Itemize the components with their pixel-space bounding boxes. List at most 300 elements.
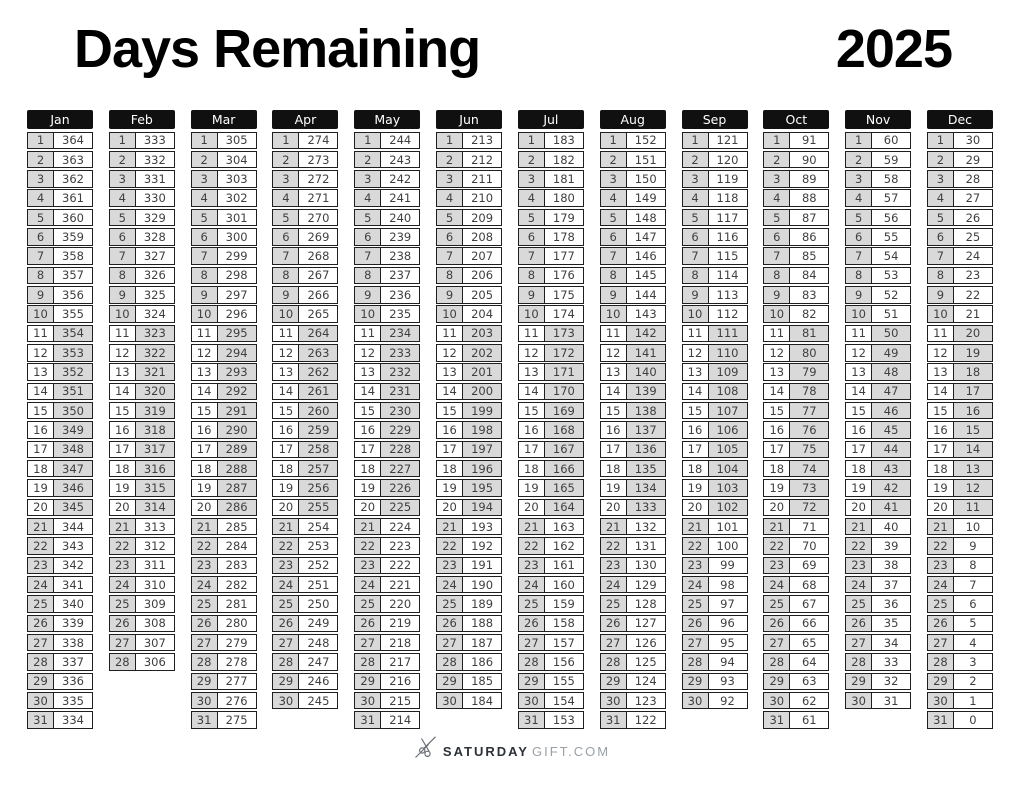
day-row <box>354 286 420 303</box>
day-row <box>518 692 584 709</box>
day-number-cell: 5 <box>437 210 463 225</box>
day-row <box>27 460 93 477</box>
days-remaining-cell: 275 <box>218 712 256 727</box>
day-row <box>600 151 666 168</box>
day-row <box>845 441 911 458</box>
days-remaining-cell: 97 <box>709 596 747 611</box>
day-number-cell: 22 <box>355 538 381 553</box>
day-row <box>191 595 257 612</box>
day-row <box>927 615 993 632</box>
day-row <box>191 305 257 322</box>
day-number-cell: 17 <box>355 442 381 457</box>
days-remaining-cell: 113 <box>709 287 747 302</box>
days-remaining-cell: 85 <box>790 248 828 263</box>
days-remaining-cell: 280 <box>218 616 256 631</box>
day-number-cell: 10 <box>683 306 709 321</box>
days-remaining-cell: 312 <box>136 538 174 553</box>
day-number-cell: 29 <box>273 674 299 689</box>
day-row <box>354 557 420 574</box>
day-number-cell: 14 <box>519 384 545 399</box>
days-remaining-cell: 67 <box>790 596 828 611</box>
day-row <box>27 402 93 419</box>
day-number-cell: 21 <box>110 519 136 534</box>
days-remaining-cell: 168 <box>545 422 583 437</box>
days-remaining-cell: 6 <box>954 596 992 611</box>
day-row <box>763 421 829 438</box>
day-row <box>682 305 748 322</box>
day-row <box>436 557 502 574</box>
day-row <box>354 344 420 361</box>
days-remaining-cell: 171 <box>545 364 583 379</box>
days-remaining-cell: 148 <box>627 210 665 225</box>
day-row <box>845 305 911 322</box>
days-remaining-cell: 15 <box>954 422 992 437</box>
day-row <box>763 247 829 264</box>
day-number-cell: 31 <box>192 712 218 727</box>
days-remaining-cell: 196 <box>463 461 501 476</box>
day-row <box>763 267 829 284</box>
days-remaining-cell: 227 <box>381 461 419 476</box>
day-number-cell: 2 <box>355 152 381 167</box>
day-row <box>927 267 993 284</box>
days-remaining-cell: 45 <box>872 422 910 437</box>
day-number-cell: 20 <box>273 500 299 515</box>
day-number-cell: 1 <box>846 133 872 148</box>
days-remaining-cell: 98 <box>709 577 747 592</box>
day-number-cell: 13 <box>28 364 54 379</box>
day-number-cell: 29 <box>846 674 872 689</box>
days-remaining-cell: 27 <box>954 190 992 205</box>
days-remaining-cell: 364 <box>54 133 92 148</box>
day-number-cell: 17 <box>273 442 299 457</box>
day-row <box>109 209 175 226</box>
day-row <box>354 518 420 535</box>
day-number-cell: 27 <box>846 635 872 650</box>
days-remaining-cell: 245 <box>299 693 337 708</box>
day-row <box>436 499 502 516</box>
day-number-cell: 8 <box>519 268 545 283</box>
day-number-cell: 28 <box>846 654 872 669</box>
day-row <box>436 209 502 226</box>
day-row <box>927 460 993 477</box>
days-remaining-cell: 184 <box>463 693 501 708</box>
days-remaining-cell: 232 <box>381 364 419 379</box>
day-number-cell: 5 <box>601 210 627 225</box>
day-row <box>27 325 93 342</box>
day-number-cell: 5 <box>683 210 709 225</box>
day-row <box>191 441 257 458</box>
day-row <box>27 383 93 400</box>
days-remaining-cell: 333 <box>136 133 174 148</box>
day-row <box>436 537 502 554</box>
days-remaining-cell: 363 <box>54 152 92 167</box>
days-remaining-cell: 290 <box>218 422 256 437</box>
day-number-cell: 14 <box>683 384 709 399</box>
days-remaining-cell: 306 <box>136 654 174 669</box>
day-number-cell: 12 <box>683 345 709 360</box>
day-number-cell: 14 <box>110 384 136 399</box>
days-remaining-cell: 308 <box>136 616 174 631</box>
day-number-cell: 23 <box>437 558 463 573</box>
day-row <box>436 518 502 535</box>
day-number-cell: 7 <box>192 248 218 263</box>
day-number-cell: 16 <box>683 422 709 437</box>
day-row <box>27 344 93 361</box>
day-row <box>600 441 666 458</box>
day-number-cell: 10 <box>601 306 627 321</box>
day-row <box>27 228 93 245</box>
days-remaining-cell: 198 <box>463 422 501 437</box>
day-row <box>191 421 257 438</box>
day-row <box>518 344 584 361</box>
day-number-cell: 6 <box>437 229 463 244</box>
day-number-cell: 15 <box>519 403 545 418</box>
days-remaining-cell: 322 <box>136 345 174 360</box>
day-number-cell: 29 <box>764 674 790 689</box>
day-number-cell: 8 <box>437 268 463 283</box>
day-number-cell: 12 <box>519 345 545 360</box>
days-remaining-cell: 204 <box>463 306 501 321</box>
day-row <box>518 363 584 380</box>
day-number-cell: 15 <box>764 403 790 418</box>
days-remaining-cell: 338 <box>54 635 92 650</box>
day-row <box>109 305 175 322</box>
day-number-cell: 23 <box>846 558 872 573</box>
day-row <box>845 170 911 187</box>
day-row <box>845 132 911 149</box>
day-row <box>27 615 93 632</box>
day-row <box>927 421 993 438</box>
day-number-cell: 7 <box>519 248 545 263</box>
month-column-jan <box>27 110 93 731</box>
day-number-cell: 1 <box>519 133 545 148</box>
day-number-cell: 12 <box>601 345 627 360</box>
day-number-cell: 9 <box>273 287 299 302</box>
day-row <box>27 151 93 168</box>
days-remaining-cell: 343 <box>54 538 92 553</box>
day-row <box>518 653 584 670</box>
days-remaining-cell: 106 <box>709 422 747 437</box>
days-remaining-cell: 133 <box>627 500 665 515</box>
day-row <box>600 460 666 477</box>
day-number-cell: 4 <box>519 190 545 205</box>
days-remaining-cell: 335 <box>54 693 92 708</box>
day-row <box>436 267 502 284</box>
day-number-cell: 13 <box>192 364 218 379</box>
day-row <box>518 209 584 226</box>
day-row <box>682 692 748 709</box>
days-remaining-cell: 244 <box>381 133 419 148</box>
day-number-cell: 15 <box>192 403 218 418</box>
day-number-cell: 27 <box>28 635 54 650</box>
days-remaining-cell: 303 <box>218 171 256 186</box>
day-number-cell: 8 <box>110 268 136 283</box>
day-number-cell: 1 <box>273 133 299 148</box>
day-row <box>109 576 175 593</box>
day-number-cell: 29 <box>28 674 54 689</box>
day-row <box>354 325 420 342</box>
days-remaining-cell: 248 <box>299 635 337 650</box>
day-number-cell: 30 <box>764 693 790 708</box>
day-row <box>600 363 666 380</box>
day-number-cell: 18 <box>601 461 627 476</box>
day-number-cell: 22 <box>683 538 709 553</box>
day-number-cell: 18 <box>273 461 299 476</box>
day-number-cell: 20 <box>519 500 545 515</box>
day-row <box>600 576 666 593</box>
day-number-cell: 28 <box>355 654 381 669</box>
month-header-feb: Feb <box>109 110 175 129</box>
day-row <box>354 441 420 458</box>
day-row <box>682 209 748 226</box>
days-remaining-cell: 81 <box>790 326 828 341</box>
day-row <box>845 518 911 535</box>
days-remaining-cell: 58 <box>872 171 910 186</box>
day-number-cell: 24 <box>273 577 299 592</box>
day-row <box>927 557 993 574</box>
day-number-cell: 13 <box>519 364 545 379</box>
day-number-cell: 7 <box>683 248 709 263</box>
day-row <box>109 518 175 535</box>
day-row <box>272 576 338 593</box>
day-row <box>845 189 911 206</box>
day-number-cell: 4 <box>355 190 381 205</box>
days-remaining-cell: 62 <box>790 693 828 708</box>
day-number-cell: 16 <box>846 422 872 437</box>
day-number-cell: 29 <box>683 674 709 689</box>
days-remaining-cell: 125 <box>627 654 665 669</box>
days-remaining-cell: 271 <box>299 190 337 205</box>
day-row <box>436 325 502 342</box>
days-remaining-cell: 328 <box>136 229 174 244</box>
days-remaining-cell: 165 <box>545 480 583 495</box>
day-number-cell: 24 <box>437 577 463 592</box>
days-remaining-cell: 337 <box>54 654 92 669</box>
day-row <box>682 576 748 593</box>
day-row <box>518 228 584 245</box>
days-remaining-cell: 212 <box>463 152 501 167</box>
month-column-feb <box>109 110 175 673</box>
scissors-icon <box>414 735 438 763</box>
day-number-cell: 22 <box>192 538 218 553</box>
day-row <box>109 421 175 438</box>
day-row <box>682 170 748 187</box>
days-remaining-cell: 296 <box>218 306 256 321</box>
day-row <box>600 189 666 206</box>
days-remaining-cell: 188 <box>463 616 501 631</box>
year-label: 2025 <box>835 19 952 79</box>
day-number-cell: 9 <box>683 287 709 302</box>
day-number-cell: 28 <box>28 654 54 669</box>
day-number-cell: 13 <box>355 364 381 379</box>
day-row <box>845 286 911 303</box>
day-number-cell: 5 <box>846 210 872 225</box>
days-remaining-cell: 149 <box>627 190 665 205</box>
day-row <box>272 325 338 342</box>
days-remaining-cell: 99 <box>709 558 747 573</box>
day-row <box>272 479 338 496</box>
days-remaining-cell: 79 <box>790 364 828 379</box>
days-remaining-cell: 145 <box>627 268 665 283</box>
days-remaining-cell: 219 <box>381 616 419 631</box>
day-row <box>763 537 829 554</box>
day-row <box>354 247 420 264</box>
day-number-cell: 5 <box>519 210 545 225</box>
days-remaining-cell: 265 <box>299 306 337 321</box>
day-row <box>27 479 93 496</box>
day-number-cell: 1 <box>355 133 381 148</box>
day-number-cell: 12 <box>110 345 136 360</box>
day-row <box>354 305 420 322</box>
day-row <box>109 247 175 264</box>
days-remaining-cell: 235 <box>381 306 419 321</box>
days-remaining-cell: 75 <box>790 442 828 457</box>
day-row <box>109 189 175 206</box>
day-number-cell: 2 <box>192 152 218 167</box>
days-remaining-cell: 70 <box>790 538 828 553</box>
day-row <box>763 344 829 361</box>
days-remaining-cell: 28 <box>954 171 992 186</box>
day-row <box>927 576 993 593</box>
days-remaining-cell: 362 <box>54 171 92 186</box>
days-remaining-cell: 226 <box>381 480 419 495</box>
day-row <box>109 267 175 284</box>
days-remaining-cell: 14 <box>954 442 992 457</box>
day-number-cell: 17 <box>846 442 872 457</box>
day-number-cell: 29 <box>519 674 545 689</box>
day-row <box>354 692 420 709</box>
day-row <box>927 247 993 264</box>
day-number-cell: 20 <box>846 500 872 515</box>
days-remaining-cell: 262 <box>299 364 337 379</box>
day-number-cell: 9 <box>928 287 954 302</box>
days-remaining-cell: 66 <box>790 616 828 631</box>
day-number-cell: 16 <box>192 422 218 437</box>
day-row <box>600 170 666 187</box>
day-number-cell: 16 <box>437 422 463 437</box>
days-remaining-cell: 327 <box>136 248 174 263</box>
days-remaining-cell: 224 <box>381 519 419 534</box>
day-number-cell: 30 <box>683 693 709 708</box>
day-row <box>191 692 257 709</box>
day-row <box>272 518 338 535</box>
day-row <box>272 460 338 477</box>
day-number-cell: 30 <box>846 693 872 708</box>
day-number-cell: 23 <box>683 558 709 573</box>
days-remaining-cell: 40 <box>872 519 910 534</box>
days-remaining-cell: 359 <box>54 229 92 244</box>
day-row <box>354 595 420 612</box>
month-column-aug <box>600 110 666 731</box>
day-number-cell: 1 <box>764 133 790 148</box>
day-row <box>763 228 829 245</box>
days-remaining-cell: 247 <box>299 654 337 669</box>
day-number-cell: 5 <box>192 210 218 225</box>
days-remaining-cell: 39 <box>872 538 910 553</box>
day-row <box>191 557 257 574</box>
day-number-cell: 8 <box>928 268 954 283</box>
day-row <box>927 479 993 496</box>
day-number-cell: 27 <box>764 635 790 650</box>
day-row <box>682 460 748 477</box>
days-remaining-cell: 23 <box>954 268 992 283</box>
day-row <box>354 228 420 245</box>
day-number-cell: 16 <box>273 422 299 437</box>
day-number-cell: 12 <box>928 345 954 360</box>
days-remaining-cell: 132 <box>627 519 665 534</box>
day-number-cell: 14 <box>355 384 381 399</box>
day-row <box>27 557 93 574</box>
day-number-cell: 2 <box>110 152 136 167</box>
days-remaining-cell: 255 <box>299 500 337 515</box>
page-header <box>0 0 1024 100</box>
days-remaining-cell: 119 <box>709 171 747 186</box>
day-number-cell: 26 <box>928 616 954 631</box>
day-number-cell: 3 <box>601 171 627 186</box>
day-row <box>927 673 993 690</box>
day-row <box>927 325 993 342</box>
days-remaining-cell: 107 <box>709 403 747 418</box>
day-number-cell: 25 <box>519 596 545 611</box>
day-number-cell: 30 <box>355 693 381 708</box>
days-remaining-cell: 307 <box>136 635 174 650</box>
day-row <box>600 615 666 632</box>
day-number-cell: 3 <box>846 171 872 186</box>
days-remaining-cell: 190 <box>463 577 501 592</box>
days-remaining-cell: 52 <box>872 287 910 302</box>
day-number-cell: 26 <box>764 616 790 631</box>
day-row <box>682 286 748 303</box>
days-remaining-cell: 346 <box>54 480 92 495</box>
day-number-cell: 27 <box>683 635 709 650</box>
day-row <box>682 247 748 264</box>
month-column-apr <box>272 110 338 711</box>
day-row <box>272 615 338 632</box>
month-header-oct: Oct <box>763 110 829 129</box>
day-row <box>763 557 829 574</box>
days-remaining-cell: 313 <box>136 519 174 534</box>
days-remaining-cell: 164 <box>545 500 583 515</box>
day-row <box>763 402 829 419</box>
day-number-cell: 8 <box>846 268 872 283</box>
days-remaining-cell: 142 <box>627 326 665 341</box>
month-column-sep <box>682 110 748 711</box>
days-remaining-cell: 277 <box>218 674 256 689</box>
month-column-mar <box>191 110 257 731</box>
day-number-cell: 15 <box>437 403 463 418</box>
day-row <box>682 518 748 535</box>
days-remaining-cell: 292 <box>218 384 256 399</box>
calendar-grid <box>27 110 993 731</box>
day-number-cell: 7 <box>273 248 299 263</box>
days-remaining-cell: 95 <box>709 635 747 650</box>
days-remaining-cell: 230 <box>381 403 419 418</box>
day-row <box>27 363 93 380</box>
day-row <box>354 170 420 187</box>
day-row <box>600 653 666 670</box>
days-remaining-cell: 358 <box>54 248 92 263</box>
day-number-cell: 30 <box>192 693 218 708</box>
days-remaining-cell: 241 <box>381 190 419 205</box>
day-row <box>191 479 257 496</box>
days-remaining-cell: 183 <box>545 133 583 148</box>
days-remaining-cell: 336 <box>54 674 92 689</box>
days-remaining-cell: 104 <box>709 461 747 476</box>
days-remaining-cell: 268 <box>299 248 337 263</box>
footer-brand-bold: SATURDAY <box>442 743 529 759</box>
day-row <box>682 383 748 400</box>
day-row <box>763 383 829 400</box>
